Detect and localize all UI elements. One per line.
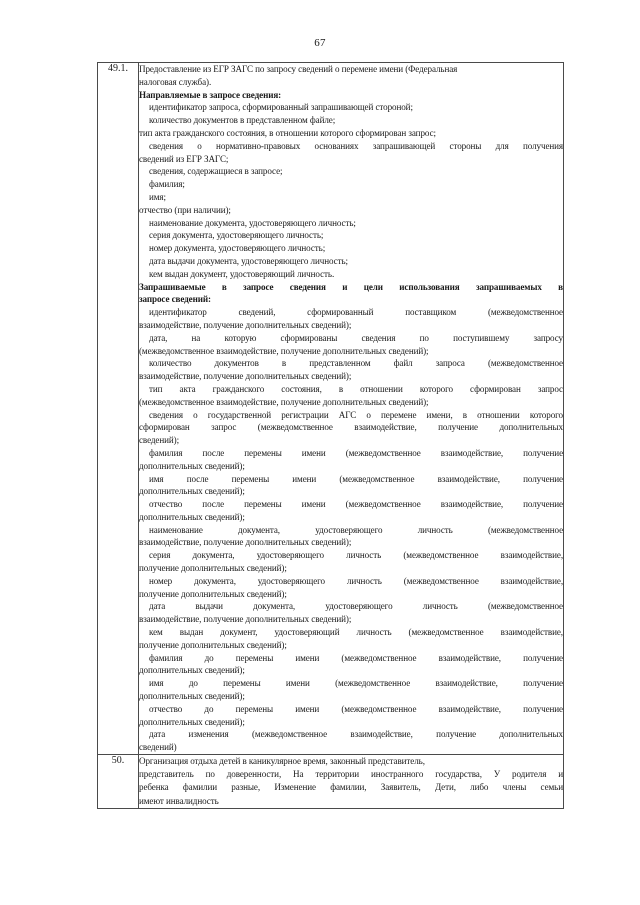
text-line: сведений) [139, 742, 177, 753]
text-line: дополнительных сведений); [139, 460, 245, 471]
text-line: дата выдачи документа, удостоверяющего личность; [149, 255, 348, 266]
text-line: серия документа, удостоверяющего личность (межведомственное взаимодействие, [149, 550, 563, 561]
text-line: получение дополнительных сведений); [139, 639, 287, 650]
text-line: дополнительных сведений); [139, 691, 245, 702]
text-line: сведения о государственной регистрации АГС о перемене имени, в отношении которого [149, 409, 563, 420]
text-line: количество документов в представленном файл запроса (межведомственное [149, 358, 563, 369]
text-line: идентификатор сведений, сформированный поставщиком (межведомственное [149, 307, 563, 318]
text-line: имя; [149, 191, 166, 202]
text-line: взаимодействие, получение дополнительных сведений); [139, 537, 352, 548]
section-heading: Запрашиваемые в запросе сведения и цели использования запрашиваемых в [139, 281, 563, 292]
text-line: сведений); [139, 435, 180, 446]
text-line: отчество до перемены имени (межведомственное взаимодействие, получение [149, 703, 563, 714]
text-line: дополнительных сведений); [139, 486, 245, 497]
text-line: налоговая служба). [139, 76, 212, 87]
document-table [97, 62, 564, 809]
text-line: дополнительных сведений); [139, 665, 245, 676]
text-line: получение дополнительных сведений); [139, 588, 287, 599]
row-number: 50. [98, 755, 139, 809]
row-number: 49.1. [98, 63, 139, 755]
text-line: фамилия после перемены имени (межведомственное взаимодействие, получение [149, 447, 563, 458]
text-line: тип акта гражданского состояния, в отношении которого сформирован запрос [149, 383, 563, 394]
text-line: взаимодействие, получение дополнительных сведений); [139, 371, 352, 382]
text-line: (межведомственное взаимодействие, получение дополнительных сведений); [139, 396, 429, 407]
section-heading: запросе сведений: [139, 294, 211, 305]
text-line: дополнительных сведений); [139, 511, 245, 522]
text-line: Организация отдыха детей в каникулярное время, законный представитель, [139, 756, 425, 767]
text-line: кем выдан документ, удостоверяющий личность. [149, 268, 335, 279]
text-line: сведений из ЕГР ЗАГС; [139, 153, 229, 164]
text-line: дополнительных сведений); [139, 716, 245, 727]
text-line: номер документа, удостоверяющего личность; [149, 243, 326, 254]
text-line: ребенка фамилии разные, Изменение фамилии, Заявитель, Дети, либо члены семьи [139, 782, 563, 793]
text-line: Предоставление из ЕГР ЗАГС по запросу сведений о перемене имени (Федеральная [139, 64, 458, 74]
text-line: дата, на которую сформированы сведения по поступившему запросу [149, 332, 563, 343]
text-line: номер документа, удостоверяющего личность (межведомственное взаимодействие, [149, 575, 563, 586]
text-line: количество документов в представленном файле; [149, 115, 336, 126]
row-content [139, 755, 564, 809]
text-line: дата выдачи документа, удостоверяющего личность (межведомственное [149, 601, 563, 612]
section-heading: Направляемые в запросе сведения: [139, 89, 282, 100]
text-line: имеют инвалидность [139, 795, 219, 806]
text-line: (межведомственное взаимодействие, получение дополнительных сведений); [139, 345, 429, 356]
text-line: наименование документа, удостоверяющего личность; [149, 217, 356, 228]
table-row [98, 755, 564, 809]
text-line: фамилия; [149, 179, 185, 190]
text-line: получение дополнительных сведений); [139, 563, 287, 574]
text-line: сформирован запрос (межведомственное взаимодействие, получение дополнительных [139, 422, 563, 433]
text-line: наименование документа, удостоверяющего личность (межведомственное [149, 524, 563, 535]
text-line: представитель по доверенности, На территории иностранного государства, У родителя и [139, 769, 563, 780]
text-line: взаимодействие, получение дополнительных сведений); [139, 319, 352, 330]
text-line: сведения о нормативно-правовых основаниях запрашивающей стороны для получения [149, 140, 563, 151]
text-line: отчество (при наличии); [139, 204, 231, 215]
text-line: серия документа, удостоверяющего личность; [149, 230, 324, 241]
page-number: 67 [314, 37, 326, 49]
text-line: имя до перемены имени (межведомственное взаимодействие, получение [149, 678, 563, 689]
text-line: сведения, содержащиеся в запросе; [149, 166, 283, 177]
text-line: фамилия до перемены имени (межведомственное взаимодействие, получение [149, 652, 563, 663]
text-line: дата изменения (межведомственное взаимодействие, получение дополнительных [149, 729, 563, 740]
text-line: тип акта гражданского состояния, в отношении которого сформирован запрос; [139, 127, 436, 138]
text-line: имя после перемены имени (межведомственное взаимодействие, получение [149, 473, 563, 484]
text-line: отчество после перемены имени (межведомственное взаимодействие, получение [149, 499, 563, 510]
text-line: идентификатор запроса, сформированный запрашивающей стороной; [149, 102, 413, 113]
text-line: кем выдан документ, удостоверяющий личность (межведомственное взаимодействие, [149, 627, 563, 638]
table-row [98, 63, 564, 755]
row-content [139, 63, 564, 755]
text-line: взаимодействие, получение дополнительных сведений); [139, 614, 352, 625]
